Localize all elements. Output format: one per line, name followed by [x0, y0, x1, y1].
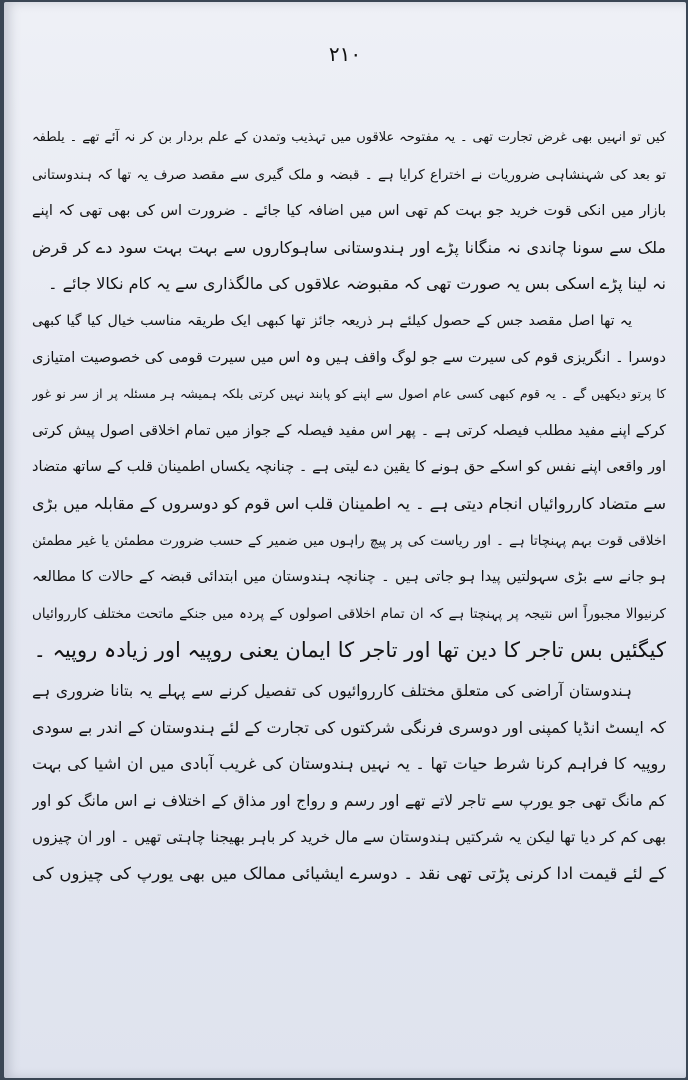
text-line-15: کیگئیں بس تاجر کا دین تھا اور تاجر کا ایمان یعنی روپیہ اور زیادہ روپیہ ۔ [33, 638, 666, 663]
text-line-7: دوسرا ۔ انگریزی قوم کی سیرت سے جو لوگ واقف ہیں وہ اس میں سیرت قومی کی خصوصیت امتیازی [32, 349, 666, 366]
text-line-10: اور واقعی اپنے نفس کو اسکے حق ہونے کا یقین دے لیتی ہے ۔ چنانچہ یکساں اطمینان قلب کے ساتھ متضاد [32, 459, 666, 476]
book-page [4, 2, 686, 1078]
text-line-11: سے متضاد کارروائیاں انجام دیتی ہے ۔ یہ اطمینان قلب اس قوم کو دوسروں کے مقابلہ میں بڑی [32, 493, 666, 513]
text-line-16: ہندوستان آراضی کی متعلق مختلف کارروائیوں کی تفصیل کرنے سے پہلے یہ بتانا ضروری ہے [32, 681, 632, 700]
text-line-2: تو بعد کی شہنشاہی ضروریات نے اختراع کرایا ہے ۔ قبضہ و ملک گیری سے مقصد صرف یہ تھا کہ ہندوستانی [32, 166, 666, 183]
text-line-20: بھی کم کر دیا تھا لیکن یہ شرکتیں ہندوستان سے مال خرید کر باہر بھیجنا چاہتی تھیں ۔ اور ان چیزوں [32, 828, 666, 847]
text-line-9: کرکے اپنے مفید مطلب فیصلہ کرتی ہے ۔ پھر اس مفید فیصلہ کے جواز میں تمام اخلاقی اصول پیش کرتی [32, 422, 666, 439]
page-number: ۲۱۰ [328, 42, 362, 66]
text-line-19: کم مانگ تھی جو یورپ سے تاجر لاتے تھے اور رسم و رواج اور مذاق کے اختلاف نے اس مانگ کو اور [32, 791, 666, 810]
text-line-5: نہ لینا پڑے اسکی بس یہ صورت تھی کہ مقبوضہ علاقوں کی مالگذاری سے یہ کام نکالا جائے ۔ [48, 274, 666, 294]
text-line-12: اخلاقی قوت بہم پہنچاتا ہے ۔ اور ریاست کی پر پیچ راہوں میں ضمیر کے حسب ضرورت مطمئن یا غیر مطمئن [32, 532, 666, 549]
text-line-6: یہ تھا اصل مقصد جس کے حصول کیلئے ہر ذریعہ جائز تھا کبھی ایک طریقہ مناسب خیال کیا گیا کبھی [32, 312, 632, 329]
page-body-text [32, 120, 666, 892]
text-line-21: کے لئے قیمت ادا کرنی پڑتی تھی نقد ۔ دوسرے ایشیائی ممالک میں بھی یورپ کی چیزوں کی [32, 863, 666, 883]
text-line-1: کیں تو انہیں بھی غرض تجارت تھی ۔ یہ مفتوحہ علاقوں میں تہذیب وتمدن کے علم بردار بن کر نہ آئے تھے ۔ یلطفہ [32, 130, 666, 145]
text-line-3: بازار میں انکی قوت خرید جو بہت کم تھی اس میں اضافہ کیا جائے ۔ ضرورت اس کی بھی تھی کہ اپنے [32, 203, 666, 220]
text-line-4: ملک سے سونا چاندی نہ منگانا پڑے اور ہندوستانی ساہوکاروں سے بہت بہت سود دے کر قرض [32, 237, 666, 257]
text-line-8: کا پرتو دیکھیں گے ۔ یہ قوم کبھی کسی عام اصول سے اپنے کو پابند نہیں کرتی بلکہ ہمیشہ ہر مسئلہ پر از سر نو غور [32, 386, 666, 402]
text-line-13: ہو جانے سے بڑی سہولتیں پیدا ہو جاتی ہیں ۔ چنانچہ ہندوستان میں ابتدائی قبضہ کے حالات کا مطالعہ [32, 569, 666, 586]
text-line-17: کہ ایسٹ انڈیا کمپنی اور دوسری فرنگی شرکتوں کی تجارت کے لئے ہندوستان کے اندر بے سودی [32, 717, 666, 737]
text-line-14: کرنیوالا مجبوراً اس نتیجہ پر پہنچتا ہے کہ ان تمام اخلاقی اصولوں کے پردہ میں جنکے ماتحت مختلف کارروائیاں [32, 605, 666, 622]
text-line-18: روپیہ کا فراہم کرنا شرط حیات تھا ۔ یہ نہیں ہندوستان کی غریب آبادی میں ان اشیا کی بہت [32, 754, 666, 774]
